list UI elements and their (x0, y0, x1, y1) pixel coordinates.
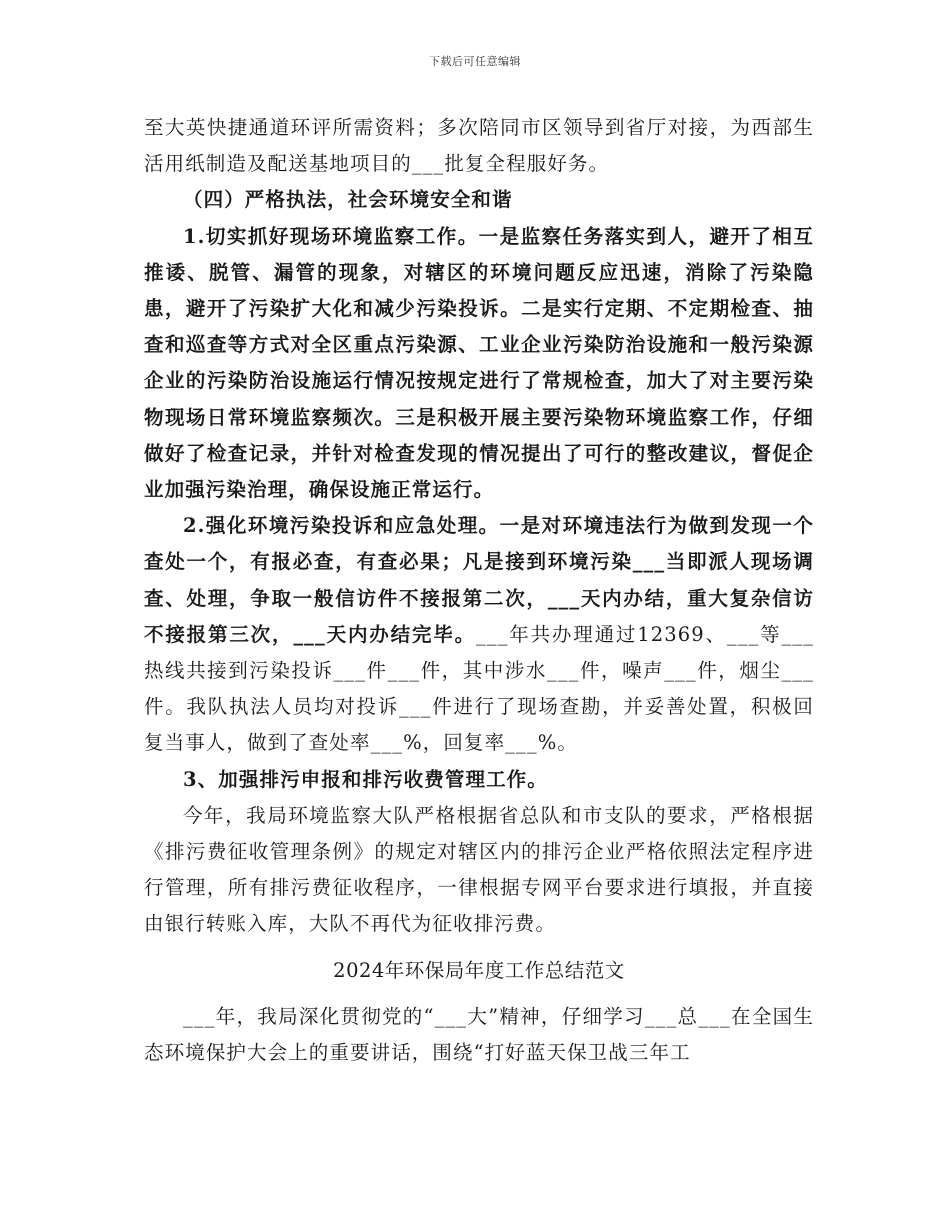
paragraph-2: 1.切实抓好现场环境监察工作。一是监察任务落实到人，避开了相互推诿、脱管、漏管的现象，对辖区的环境问题反应迅速，消除了污染隐患，避开了污染扩大化和减少污染投诉。二是实行定期、不定期检查、抽查和巡查等方式对全区重点污染源、工业企业污染防治设施和一般污染源企业的污染防治设施运行情况按规定进行了常规检查，加大了对主要污染物现场日常环境监察频次。三是积极开展主要污染物环境监察工作，仔细做好了检查记录，并针对检查发现的情况提出了可行的整改建议，督促企业加强污染治理，确保设施正常运行。 (144, 224, 814, 502)
paragraph-3-normal: ___年共办理通过12369、___等___热线共接到污染投诉___件___件，其中涉水___件，噪声___件，烟尘___件。我队执法人员均对投诉___件进行了现场查勘，并妥善处置，积极回复当事人，做到了查处率___%，回复率___%。 (144, 622, 815, 755)
paragraph-3-bold: 2.强化环境污染投诉和应急处理。一是对环境违法行为做到发现一个查处一个，有报必查，有查必果；凡是接到环境污染___当即派人现场调查、处理，争取一般信访件不接报第二次，___天内办结，重大复杂信访不接报第三次，___天内办结完毕。 (144, 514, 814, 646)
paragraph-1: 至大英快捷通道环评所需资料；多次陪同市区领导到省厅对接，为西部生活用纸制造及配送基地项目的___批复全程服好务。 (144, 116, 814, 176)
paragraph-3 (144, 508, 814, 761)
paragraph-5: ___年，我局深化贯彻党的“___大”精神，仔细学习___总___在全国生态环境保护大会上的重要讲话，围绕“打好蓝天保卫战三年工 (144, 1004, 814, 1065)
paragraph-4: 今年，我局环境监察大队严格根据省总队和市支队的要求，严格根据《排污费征收管理条例》的规定对辖区内的排污企业严格依照法定程序进行管理，所有排污费征收程序，一律根据专网平台要求进行填报，并直接由银行转账入库，大队不再代为征收排污费。 (144, 803, 814, 936)
section-heading-3: 3、加强排污申报和排污收费管理工作。 (183, 767, 548, 791)
document-title: 2024年环保局年度工作总结范文 (333, 958, 625, 982)
header-note: 下载后可任意编辑 (429, 55, 521, 68)
section-heading-4: （四）严格执法，社会环境安全和谐 (183, 188, 513, 212)
document-body (144, 110, 814, 1071)
